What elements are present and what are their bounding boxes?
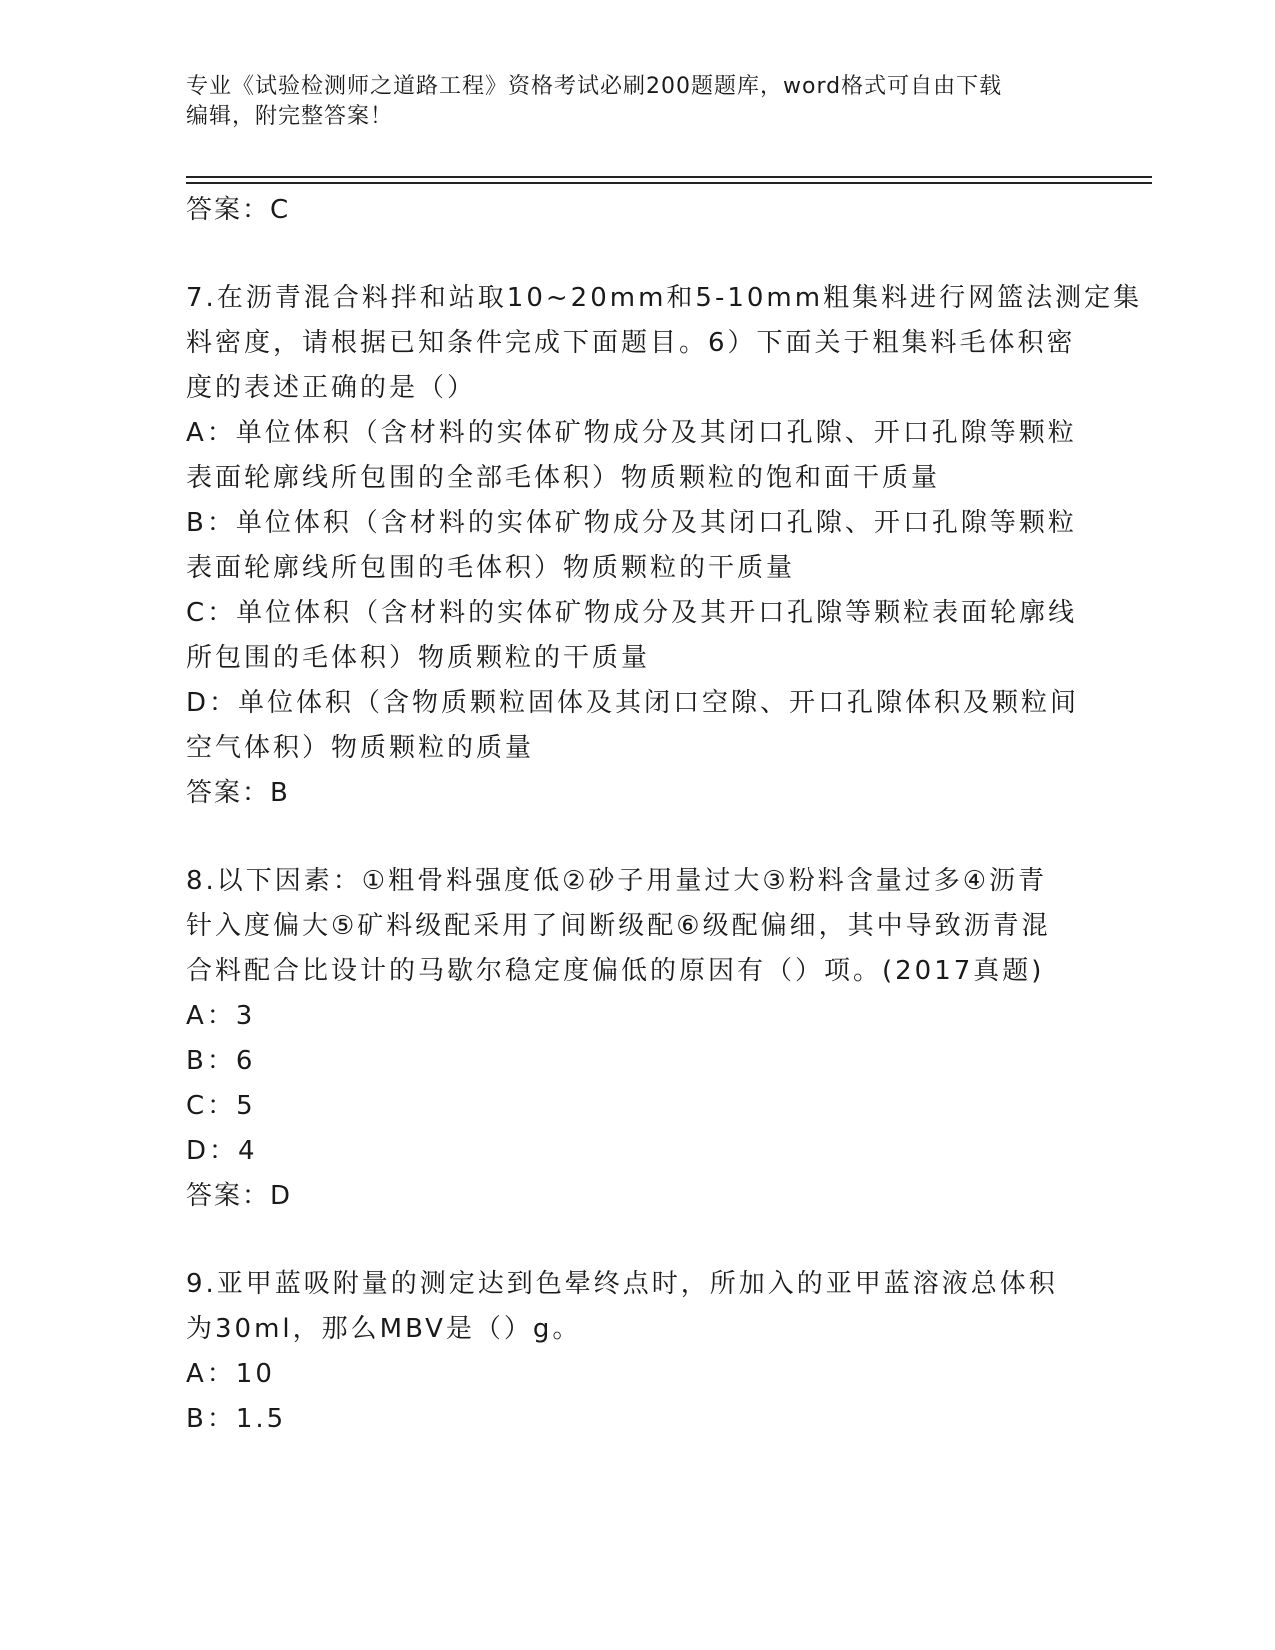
question-text-line: 合料配合比设计的马歇尔稳定度偏低的原因有（）项。(2017真题) xyxy=(186,956,1045,986)
question-text-line: 针入度偏大⑤矿料级配采用了间断级配⑥级配偏细，其中导致沥青混 xyxy=(186,911,1051,941)
spacer xyxy=(186,233,1066,276)
option-line: A：单位体积（含材料的实体矿物成分及其闭口孔隙、开口孔隙等颗粒 xyxy=(186,418,1077,448)
question-text-line: 为30ml，那么MBV是（）g。 xyxy=(186,1314,582,1344)
document-body xyxy=(186,188,1143,1442)
header-line-1: 专业《试验检测师之道路工程》资格考试必刷200题题库，word格式可自由下载 xyxy=(186,74,1003,99)
question-text-line: 8.以下因素：①粗骨料强度低②砂子用量过大③粉料含量过多④沥青 xyxy=(186,866,1048,896)
header-divider-bottom xyxy=(186,182,1152,184)
option-line: 表面轮廓线所包围的全部毛体积）物质颗粒的饱和面干质量 xyxy=(186,463,941,493)
option-b: B：6 xyxy=(186,1046,256,1076)
option-d: D：4 xyxy=(186,1136,258,1166)
option-a: A：10 xyxy=(186,1359,275,1389)
option-line: C：单位体积（含材料的实体矿物成分及其开口孔隙等颗粒表面轮廓线 xyxy=(186,598,1078,628)
question-text-line: 度的表述正确的是（） xyxy=(186,373,477,403)
answer: 答案：D xyxy=(186,1181,293,1211)
option-line: 空气体积）物质颗粒的质量 xyxy=(186,733,535,763)
question-8 xyxy=(186,859,1066,1219)
option-line: D：单位体积（含物质颗粒固体及其闭口空隙、开口孔隙体积及颗粒间 xyxy=(186,688,1080,718)
option-a: A：3 xyxy=(186,1001,256,1031)
question-text-line: 9.亚甲蓝吸附量的测定达到色晕终点时，所加入的亚甲蓝溶液总体积 xyxy=(186,1269,1058,1299)
question-9 xyxy=(186,1262,1066,1442)
answer-previous: 答案：C xyxy=(186,195,291,225)
option-line: B：单位体积（含材料的实体矿物成分及其闭口孔隙、开口孔隙等颗粒 xyxy=(186,508,1077,538)
spacer xyxy=(186,1219,1066,1262)
option-b: B：1.5 xyxy=(186,1404,287,1434)
option-line: 表面轮廓线所包围的毛体积）物质颗粒的干质量 xyxy=(186,553,796,583)
question-7 xyxy=(186,276,1143,816)
spacer xyxy=(186,816,1066,859)
question-text-line: 料密度，请根据已知条件完成下面题目。6）下面关于粗集料毛体积密 xyxy=(186,328,1076,358)
option-c: C：5 xyxy=(186,1091,256,1121)
answer: 答案：B xyxy=(186,778,290,808)
option-line: 所包围的毛体积）物质颗粒的干质量 xyxy=(186,643,651,673)
document-header xyxy=(186,72,1086,132)
header-divider-top xyxy=(186,176,1152,178)
header-line-2: 编辑，附完整答案！ xyxy=(186,104,394,129)
question-text-line: 7.在沥青混合料拌和站取10~20mm和5-10mm粗集料进行网篮法测定集 xyxy=(186,283,1143,313)
